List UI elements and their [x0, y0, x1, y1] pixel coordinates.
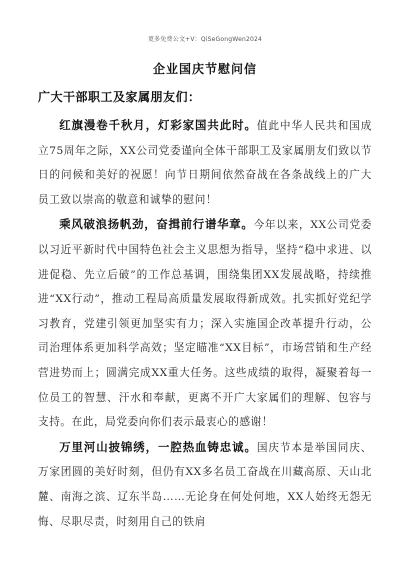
paragraph-3-text: 国庆节本是举国同庆、万家团圆的美好时刻，但仍有XX多名员工奋战在川藏高原、天山北麓、南海之滨、辽东半岛……无论身在何处何地，XX人始终无怨无悔、尽职尽责，时刻用自己的铁肩 — [38, 441, 372, 528]
paragraph-2-lead: 乘风破浪扬帆劲，奋揖前行谱华章。 — [59, 217, 254, 232]
paragraph-1-text: 值此中华人民共和国成立75周年之际，XX公司党委谨向全体干部职工及家属朋友们致以节日的问候和美好的祝愿！向节日期间依然奋战在各条战线上的广大员工致以崇高的敬意和诚挚的慰问！ — [38, 120, 372, 206]
paragraph-3 — [38, 435, 372, 534]
paragraph-2 — [38, 212, 372, 434]
paragraph-3-lead: 万里河山披锦绣，一腔热血铸忠诚。 — [59, 439, 257, 454]
paragraph-2-text: 今年以来，XX公司党委以习近平新时代中国特色社会主义思想为指导，坚持“稳中求进、以进促稳、先立后破”的工作总基调，围绕集团XX发展战略，持续推进“XX行动”，推动工程局高质量发展取得新成效。扎实抓好党纪学习教育，党建引领更加坚实有力；深入实施国企改革提升行动，公司治理体系更加科学高效；坚定瞄准“XX目标”，市场营销和生产经营进势而上；圆满完成XX重大任务。这些成绩的取得，凝聚着每一位员工的智慧、汗水和奉献，更离不开广大家属们的理解、包容与支持。在此，局党委向你们表示最衷心的感谢！ — [38, 219, 373, 429]
paragraph-1 — [38, 113, 372, 212]
letter-body — [38, 113, 372, 534]
document-title: 企业国庆节慰问信 — [152, 62, 257, 76]
paragraph-1-lead: 红旗漫卷千秋月，灯彩家国共此时。 — [59, 118, 257, 132]
salutation: 广大干部职工及家属朋友们： — [38, 90, 201, 104]
page-header-note: 更多免费公文+V：QiSeGongWen2024 — [147, 36, 263, 43]
